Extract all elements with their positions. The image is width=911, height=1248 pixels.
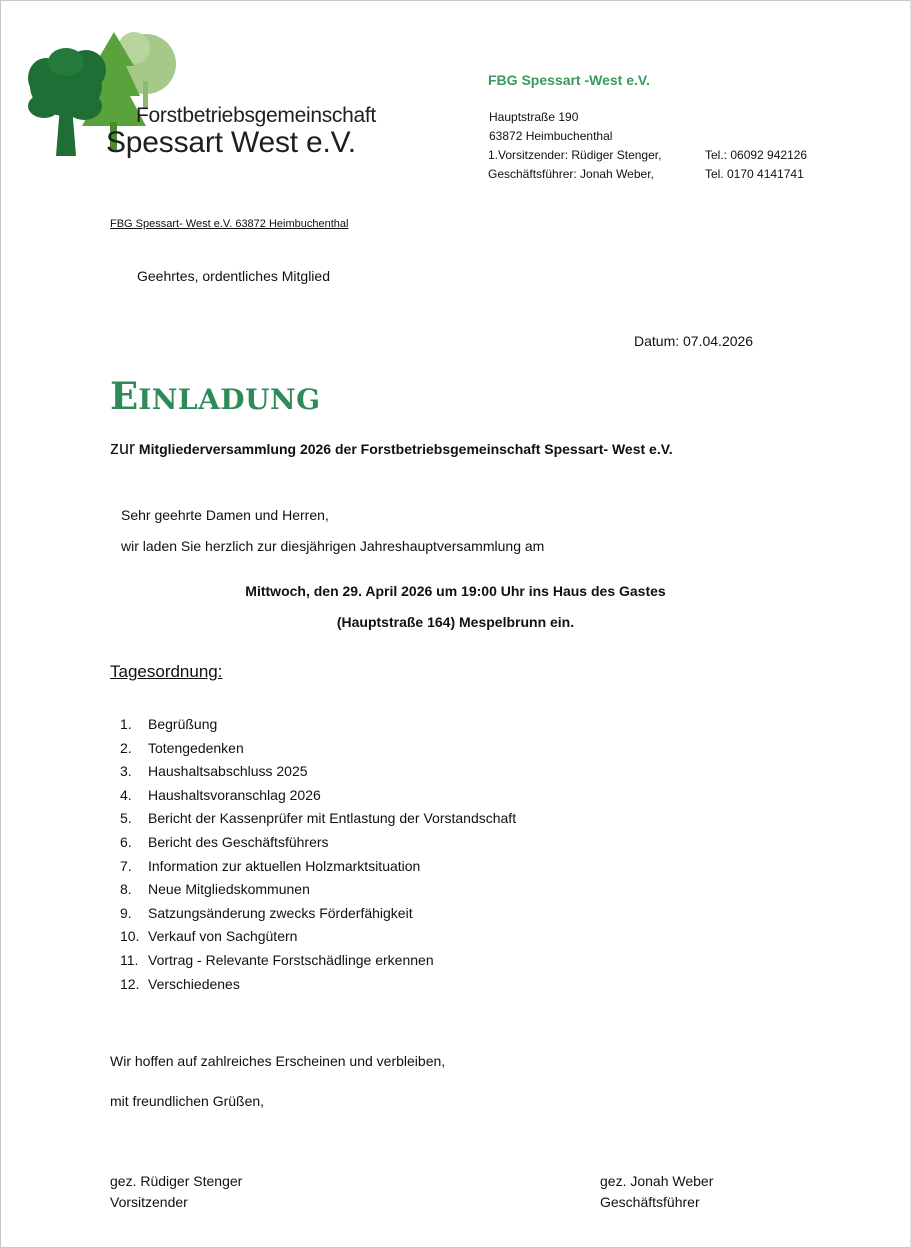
agenda-item-text: Vortrag - Relevante Forstschädlinge erkennen bbox=[148, 951, 434, 968]
agenda-item-number: 11. bbox=[120, 951, 139, 968]
signature-right-name: gez. Jonah Weber bbox=[600, 1173, 714, 1189]
agenda-item-text: Verschiedenes bbox=[148, 975, 240, 992]
agenda-item-number: 4. bbox=[120, 786, 132, 803]
agenda-item-text: Begrüßung bbox=[148, 716, 218, 732]
header-chair-phone: Tel.: 06092 942126 bbox=[705, 148, 808, 162]
letter-subtitle bbox=[110, 438, 673, 459]
event-date-line: Mittwoch, den 29. April 2026 um 19:00 Uhr ins Haus des Gastes bbox=[245, 583, 666, 599]
header-chair: 1.Vorsitzender: Rüdiger Stenger, bbox=[488, 148, 662, 162]
recipient: Geehrtes, ordentliches Mitglied bbox=[137, 268, 330, 284]
agenda-item-text: Haushaltsabschluss 2025 bbox=[148, 763, 308, 780]
logo-text-line2: Spessart West e.V. bbox=[106, 126, 356, 159]
agenda-item-number: 2. bbox=[120, 739, 132, 756]
agenda-item-number: 9. bbox=[120, 904, 132, 921]
header-city: 63872 Heimbuchenthal bbox=[489, 129, 613, 143]
agenda-item-text: Bericht des Geschäftsführers bbox=[148, 833, 329, 850]
sender-address-line: FBG Spessart- West e.V. 63872 Heimbuchenthal bbox=[110, 218, 349, 230]
agenda-item-number: 3. bbox=[120, 763, 132, 780]
signature-left bbox=[110, 1171, 242, 1213]
letter-title bbox=[110, 374, 321, 418]
agenda-item-text: Verkauf von Sachgütern bbox=[148, 928, 298, 945]
signature-right bbox=[600, 1171, 713, 1213]
letter-date: Datum: 07.04.2026 bbox=[634, 333, 754, 349]
organization-logo bbox=[24, 26, 376, 162]
agenda-item-number: 7. bbox=[120, 857, 132, 874]
agenda-item-number: 12. bbox=[120, 975, 140, 992]
event-location-line: (Hauptstraße 164) Mespelbrunn ein. bbox=[336, 614, 575, 630]
agenda-item-text: Neue Mitgliedskommunen bbox=[148, 881, 310, 898]
header-street: Hauptstraße 190 bbox=[489, 110, 579, 124]
agenda-item-number: 1. bbox=[120, 716, 132, 732]
agenda-item-number: 10. bbox=[120, 928, 140, 945]
signature-right-role: Geschäftsführer bbox=[600, 1194, 700, 1210]
agenda-heading: Tagesordnung: bbox=[110, 662, 223, 681]
title-first-letter: E bbox=[110, 374, 139, 418]
agenda-item-text: Haushaltsvoranschlag 2026 bbox=[148, 786, 321, 803]
agenda-item-number: 5. bbox=[120, 810, 132, 827]
closing-line2: mit freundlichen Grüßen, bbox=[110, 1093, 265, 1109]
agenda-item-text: Totengedenken bbox=[148, 739, 244, 756]
agenda-item-number: 6. bbox=[120, 833, 132, 850]
header-manager-phone: Tel. 0170 4141741 bbox=[705, 167, 804, 181]
greeting: Sehr geehrte Damen und Herren, bbox=[121, 507, 329, 523]
agenda-item-number: 8. bbox=[120, 881, 132, 898]
title-rest: INLADUNG bbox=[138, 383, 321, 416]
signature-left-name: gez. Rüdiger Stenger bbox=[110, 1173, 243, 1189]
subtitle-first-word: zur bbox=[110, 438, 136, 458]
subtitle-rest: Mitgliederversammlung 2026 der Forstbetriebsgemeinschaft Spessart- West e.V. bbox=[135, 441, 673, 457]
signature-left-role: Vorsitzender bbox=[110, 1194, 188, 1210]
org-name-header: FBG Spessart -West e.V. bbox=[488, 72, 650, 88]
agenda-item-text: Information zur aktuellen Holzmarktsituation bbox=[148, 857, 421, 874]
agenda-item-text: Satzungsänderung zwecks Förderfähigkeit bbox=[148, 904, 413, 921]
header-manager: Geschäftsführer: Jonah Weber, bbox=[488, 167, 654, 181]
closing-line1: Wir hoffen auf zahlreiches Erscheinen und verbleiben, bbox=[110, 1053, 446, 1069]
logo-text-line1: Forstbetriebsgemeinschaft bbox=[136, 104, 376, 127]
intro-text: wir laden Sie herzlich zur diesjährigen Jahreshauptversammlung am bbox=[121, 538, 545, 554]
agenda-item-text: Bericht der Kassenprüfer mit Entlastung der Vorstandschaft bbox=[148, 810, 517, 827]
